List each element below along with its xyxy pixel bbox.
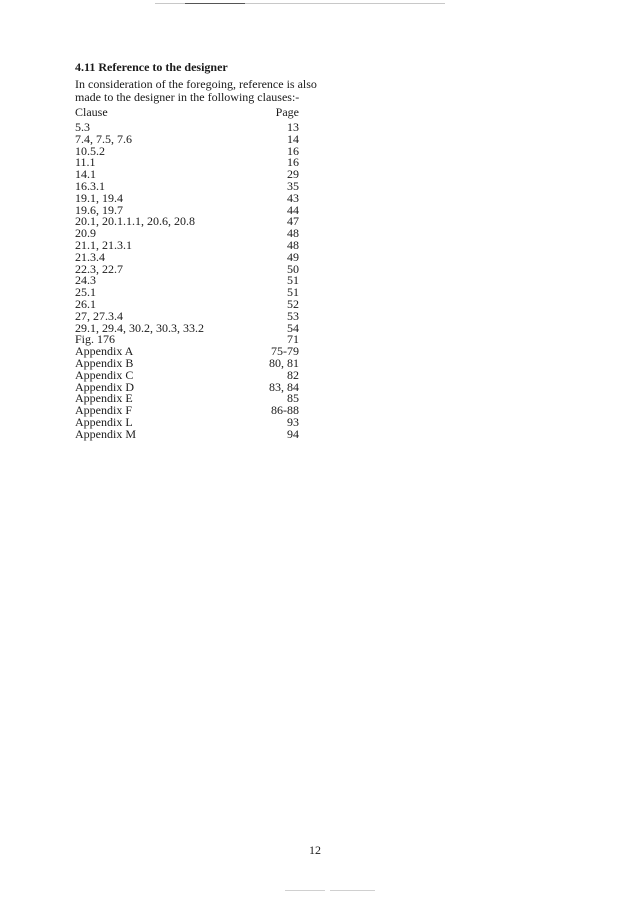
table-row [75, 169, 299, 181]
page-cell: 85 [287, 391, 299, 406]
page-cell: 52 [287, 296, 299, 311]
page-cell: 35 [287, 178, 299, 193]
page-cell: 80, 81 [269, 355, 299, 370]
page-cell: 16 [287, 143, 299, 158]
clause-cell: Appendix D [75, 379, 134, 394]
table-row [75, 146, 299, 158]
reference-section [75, 59, 317, 441]
clause-cell: 21.1, 21.3.1 [75, 237, 132, 252]
clause-cell: 19.1, 19.4 [75, 190, 123, 205]
clause-cell: 20.1, 20.1.1.1, 20.6, 20.8 [75, 214, 195, 229]
intro-line: In consideration of the foregoing, reference is also [75, 77, 317, 91]
clause-cell: Appendix B [75, 355, 134, 370]
clause-cell: 11.1 [75, 155, 96, 170]
page-cell: 51 [287, 285, 299, 300]
table-row [75, 264, 299, 276]
page-cell: 86-88 [271, 403, 299, 418]
clause-cell: 29.1, 29.4, 30.2, 30.3, 33.2 [75, 320, 204, 335]
intro-line: made to the designer in the following clauses:- [75, 90, 300, 104]
page-number: 12 [309, 843, 321, 857]
page-cell: 75-79 [271, 344, 299, 359]
scan-artifact-line [330, 890, 375, 891]
clause-cell: 16.3.1 [75, 178, 105, 193]
table-row [75, 240, 299, 252]
page-cell: 49 [287, 249, 299, 264]
clause-cell: 26.1 [75, 296, 96, 311]
clause-cell: 24.3 [75, 273, 96, 288]
table-row [75, 134, 299, 146]
page-cell: 51 [287, 273, 299, 288]
page-cell: 54 [287, 320, 299, 335]
clause-cell: 14.1 [75, 167, 96, 182]
page-cell: 71 [287, 332, 299, 347]
clause-cell: 22.3, 22.7 [75, 261, 123, 276]
clause-cell: Appendix E [75, 391, 133, 406]
clause-column-header: Clause [75, 105, 108, 119]
page-cell: 47 [287, 214, 299, 229]
clause-cell: Appendix L [75, 414, 133, 429]
table-row [75, 157, 299, 169]
page-cell: 93 [287, 414, 299, 429]
page-cell: 83, 84 [269, 379, 299, 394]
clause-cell: Appendix C [75, 367, 134, 382]
page-cell: 82 [287, 367, 299, 382]
clause-cell: 5.3 [75, 120, 90, 134]
page-cell: 53 [287, 308, 299, 323]
page-cell: 16 [287, 155, 299, 170]
table-row [75, 216, 299, 228]
clause-cell: 27, 27.3.4 [75, 308, 123, 323]
table-row [75, 287, 299, 299]
clause-cell: Appendix M [75, 426, 136, 441]
clause-cell: Appendix A [75, 344, 134, 359]
clause-cell: 19.6, 19.7 [75, 202, 123, 217]
table-row [75, 275, 299, 287]
clause-cell: Appendix F [75, 403, 132, 418]
scan-artifact-line [185, 3, 245, 4]
section-heading: 4.11 Reference to the designer [75, 60, 228, 74]
page-cell: 14 [287, 131, 299, 146]
clause-cell: 10.5.2 [75, 143, 105, 158]
table-row [75, 429, 299, 441]
clause-cell: 20.9 [75, 226, 96, 241]
clause-cell: 7.4, 7.5, 7.6 [75, 131, 132, 146]
page-cell: 48 [287, 226, 299, 241]
section-intro [75, 77, 317, 104]
clause-cell: 21.3.4 [75, 249, 105, 264]
clause-reference-table [75, 122, 299, 441]
page-cell: 50 [287, 261, 299, 276]
page-cell: 43 [287, 190, 299, 205]
page-cell: 44 [287, 202, 299, 217]
clause-cell: 25.1 [75, 285, 96, 300]
scan-artifact-line [285, 890, 325, 891]
page-cell: 48 [287, 237, 299, 252]
page-cell: 29 [287, 167, 299, 182]
table-header [75, 105, 299, 119]
page-column-header: Page [275, 105, 299, 119]
page-cell: 94 [287, 426, 299, 441]
table-body [75, 122, 299, 441]
clause-cell: Fig. 176 [75, 332, 116, 347]
page-cell: 13 [287, 120, 299, 134]
